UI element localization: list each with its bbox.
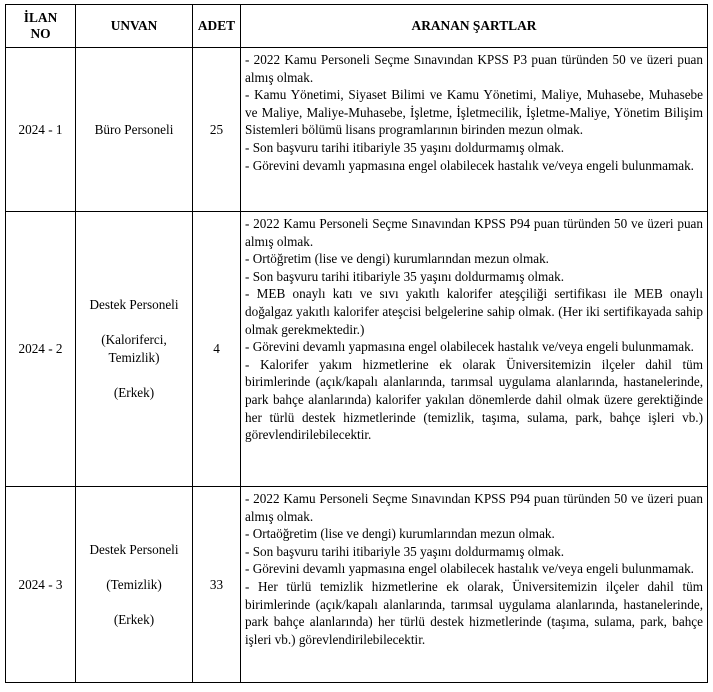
document-page [5,4,708,683]
table-header-row [6,5,708,48]
unvan-gender: (Erkek) [113,611,155,627]
condition-item: - 2022 Kamu Personeli Seçme Sınavından KPSS P3 puan türünden 50 ve üzeri puan almış olmak. [245,52,703,85]
condition-item: - Son başvuru tarihi itibariyle 35 yaşını doldurmamış olmak. [245,268,565,284]
condition-item: - 2022 Kamu Personeli Seçme Sınavından KPSS P94 puan türünden 50 ve üzeri puan almış olmak. [245,216,703,249]
condition-item: - 2022 Kamu Personeli Seçme Sınavından KPSS P94 puan türünden 50 ve üzeri puan almış olmak. [245,491,703,524]
unvan-cell [76,48,193,212]
unvan-title: Büro Personeli [94,121,174,137]
condition-item: - Ortaöğretim (lise ve dengi) kurumlarından mezun olmak. [245,526,555,542]
ilan-no-cell: 2024 - 3 [6,487,76,683]
adet-cell: 25 [193,48,241,212]
condition-item: - Görevini devamlı yapmasına engel olabilecek hastalık ve/veya engeli bulunmamak. [245,339,694,355]
unvan-subtitle: (Kaloriferci, Temizlik) [101,332,167,365]
unvan-cell [76,212,193,487]
conditions-cell [241,487,708,683]
condition-item: - Görevini devamlı yapmasına engel olabilecek hastalık ve/veya engeli bulunmamak. [245,157,694,173]
header-aranan-sartlar: ARANAN ŞARTLAR [241,5,708,48]
header-unvan: UNVAN [76,5,193,48]
condition-item: - Son başvuru tarihi itibariyle 35 yaşını doldurmamış olmak. [245,543,565,559]
unvan-subtitle: (Temizlik) [106,576,162,592]
table-row [6,48,708,212]
condition-item: - MEB onaylı katı ve sıvı yakıtlı kalorifer ateşçiliği sertifikası ile MEB onaylı doğalgaz yakıtlı kalorifer ateşcisi belgelerine sahip olmak. (Her iki sertifikayada sahip olmak gerekmektedir.) [245,286,703,337]
condition-item: - Her türlü temizlik hizmetlerine ek olarak, Üniversitemizin ilçeler dahil tüm birimlerinde (açık/kapalı alanlarında, tarımsal uygulama alanlarında, hastanelerinde, park bahçe alanlarında) her türlü destek hizmetlerinde (taşıma, sulama, park, bahçe işleri vb.) görevlendirilebilecektir. [245,578,703,647]
unvan-cell [76,487,193,683]
condition-item: - Son başvuru tarihi itibariyle 35 yaşını doldurmamış olmak. [245,139,565,155]
adet-cell: 33 [193,487,241,683]
condition-item: - Görevini devamlı yapmasına engel olabilecek hastalık ve/veya engeli bulunmamak. [245,561,694,577]
ilan-no-cell: 2024 - 1 [6,48,76,212]
table-row [6,487,708,683]
conditions-cell [241,48,708,212]
table-row [6,212,708,487]
job-listing-table [5,4,708,683]
header-adet: ADET [193,5,241,48]
ilan-no-cell: 2024 - 2 [6,212,76,487]
header-ilan-no: İLAN NO [6,5,76,48]
condition-item: - Kalorifer yakım hizmetlerine ek olarak Üniversitemizin ilçeler dahil tüm birimlerinde (açık/kapalı alanlarında, tarımsal uygulama alanlarında, hastanelerinde, park bahçe alanlarında) kalorifer yakılan dönemlerde dahil olmak üzere gerektiğinde her türlü destek hizmetlerinde (temizlik, taşıma, sulama, park, bahçe işleri vb.) görevlendirilebilecektir. [245,356,703,443]
unvan-title: Destek Personeli [89,541,179,557]
unvan-gender: (Erkek) [113,385,155,401]
condition-item: - Kamu Yönetimi, Siyaset Bilimi ve Kamu Yönetimi, Maliye, Muhasebe, Muhasebe ve Maliye, Maliye-Muhasebe, İşletme, İşletmecilik, İşletme-Maliye, Yönetim Bilişim Sistemleri bölümü lisans programlarının birinden mezun olmak. [245,87,703,138]
condition-item: - Ortöğretim (lise ve dengi) kurumlarından mezun olmak. [245,251,549,267]
conditions-cell [241,212,708,487]
adet-cell: 4 [193,212,241,487]
unvan-title: Destek Personeli [89,297,179,313]
